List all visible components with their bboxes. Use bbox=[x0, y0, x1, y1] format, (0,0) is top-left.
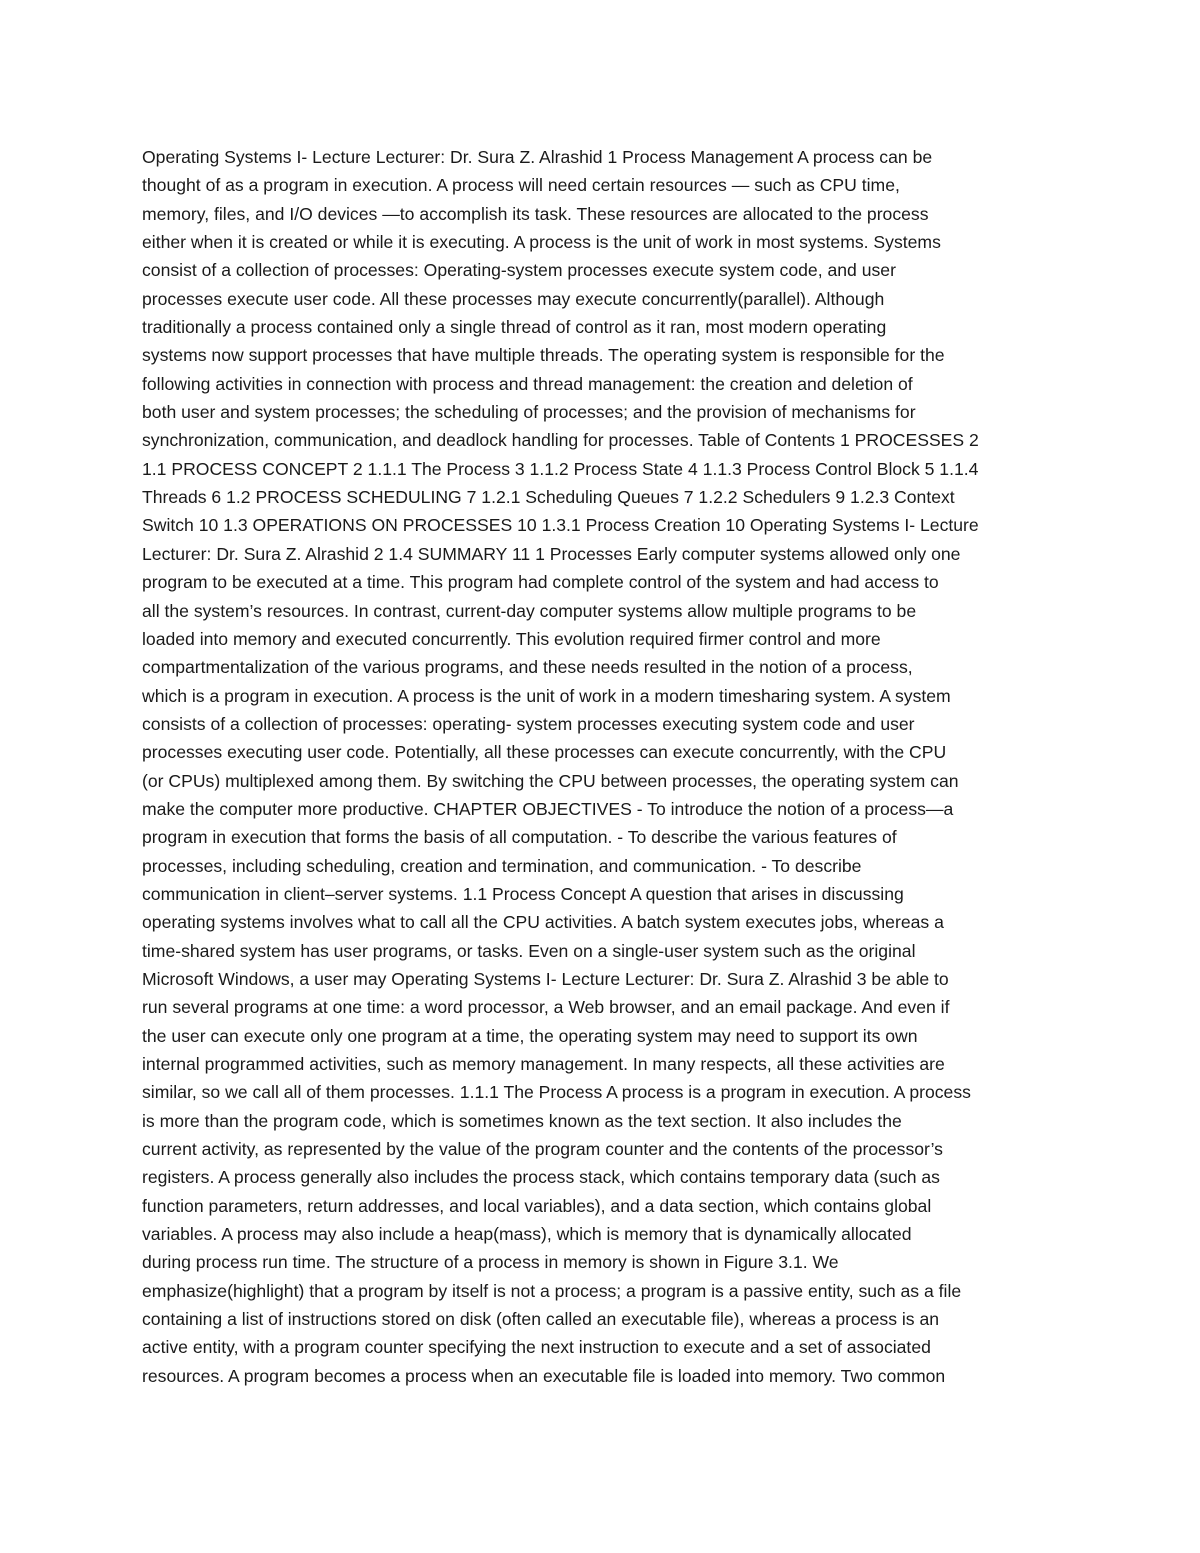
text-line: consists of a collection of processes: operating- system processes executing system code and user bbox=[142, 713, 915, 734]
text-line: function parameters, return addresses, and local variables), and a data section, which contains global bbox=[142, 1195, 932, 1216]
text-line: emphasize(highlight) that a program by itself is not a process; a program is a passive entity, such as a file bbox=[142, 1280, 962, 1301]
text-line: during process run time. The structure of a process in memory is shown in Figure 3.1. We bbox=[142, 1252, 839, 1273]
text-line: registers. A process generally also includes the process stack, which contains temporary data (such as bbox=[142, 1167, 940, 1188]
text-line: Threads 6 1.2 PROCESS SCHEDULING 7 1.2.1 Scheduling Queues 7 1.2.2 Schedulers 9 1.2.3 Context bbox=[142, 487, 955, 508]
text-line: which is a program in execution. A process is the unit of work in a modern timesharing system. A system bbox=[142, 685, 951, 706]
text-line: all the system’s resources. In contrast, current-day computer systems allow multiple programs to be bbox=[142, 600, 917, 621]
text-line: compartmentalization of the various programs, and these needs resulted in the notion of a process, bbox=[142, 657, 913, 678]
text-line: Switch 10 1.3 OPERATIONS ON PROCESSES 10 1.3.1 Process Creation 10 Operating Systems I- Lecture bbox=[142, 515, 979, 536]
text-line: variables. A process may also include a heap(mass), which is memory that is dynamically allocated bbox=[142, 1224, 912, 1245]
text-line: similar, so we call all of them processes. 1.1.1 The Process A process is a program in execution. A process bbox=[142, 1082, 971, 1103]
text-line: containing a list of instructions stored on disk (often called an executable file), whereas a process is an bbox=[142, 1309, 940, 1330]
text-line: operating systems involves what to call all the CPU activities. A batch system executes jobs, whereas a bbox=[142, 912, 944, 933]
text-line: the user can execute only one program at a time, the operating system may need to support its own bbox=[142, 1025, 918, 1046]
text-line: loaded into memory and executed concurrently. This evolution required firmer control and more bbox=[142, 628, 881, 649]
text-line: systems now support processes that have multiple threads. The operating system is responsible for the bbox=[142, 345, 945, 366]
text-line: (or CPUs) multiplexed among them. By switching the CPU between processes, the operating system can bbox=[142, 770, 959, 791]
text-line: following activities in connection with process and thread management: the creation and deletion of bbox=[142, 373, 913, 394]
text-line: program in execution that forms the basis of all computation. - To describe the various features of bbox=[142, 827, 897, 848]
text-line: Lecturer: Dr. Sura Z. Alrashid 2 1.4 SUMMARY 11 1 Processes Early computer systems allowed only one bbox=[142, 543, 961, 564]
text-line: program to be executed at a time. This program had complete control of the system and had access to bbox=[142, 572, 939, 593]
text-line: processes executing user code. Potentially, all these processes can execute concurrently, with the CPU bbox=[142, 742, 947, 763]
text-line: both user and system processes; the scheduling of processes; and the provision of mechanisms for bbox=[142, 402, 916, 423]
text-line: time-shared system has user programs, or tasks. Even on a single-user system such as the original bbox=[142, 940, 916, 961]
text-line: processes execute user code. All these processes may execute concurrently(parallel). Although bbox=[142, 288, 885, 309]
document-body-text bbox=[142, 143, 1072, 1390]
text-line: current activity, as represented by the value of the program counter and the contents of the processor’s bbox=[142, 1139, 943, 1160]
text-line: communication in client–server systems. 1.1 Process Concept A question that arises in discussing bbox=[142, 883, 904, 904]
text-line: Operating Systems I- Lecture Lecturer: Dr. Sura Z. Alrashid 1 Process Management A process can be bbox=[142, 147, 933, 167]
text-line: traditionally a process contained only a single thread of control as it ran, most modern operating bbox=[142, 317, 887, 338]
text-line: active entity, with a program counter specifying the next instruction to execute and a set of associated bbox=[142, 1337, 931, 1358]
text-line: is more than the program code, which is sometimes known as the text section. It also includes the bbox=[142, 1110, 902, 1131]
text-line: synchronization, communication, and deadlock handling for processes. Table of Contents 1 PROCESSES 2 bbox=[142, 430, 979, 451]
text-line: memory, files, and I/O devices —to accomplish its task. These resources are allocated to the process bbox=[142, 203, 929, 224]
text-line: thought of as a program in execution. A process will need certain resources — such as CPU time, bbox=[142, 175, 900, 196]
text-line: run several programs at one time: a word processor, a Web browser, and an email package. And even if bbox=[142, 997, 950, 1018]
text-line: processes, including scheduling, creation and termination, and communication. - To describe bbox=[142, 855, 862, 876]
text-line: internal programmed activities, such as memory management. In many respects, all these activities are bbox=[142, 1054, 945, 1074]
text-line: 1.1 PROCESS CONCEPT 2 1.1.1 The Process 3 1.1.2 Process State 4 1.1.3 Process Control Block 5 1.1.4 bbox=[142, 458, 979, 479]
text-line: consist of a collection of processes: Operating-system processes execute system code, and user bbox=[142, 260, 896, 281]
text-line: make the computer more productive. CHAPTER OBJECTIVES - To introduce the notion of a process—a bbox=[142, 798, 954, 819]
text-line: either when it is created or while it is executing. A process is the unit of work in most systems. Systems bbox=[142, 232, 941, 253]
text-line: resources. A program becomes a process when an executable file is loaded into memory. Two common bbox=[142, 1365, 946, 1386]
text-line: Microsoft Windows, a user may Operating Systems I- Lecture Lecturer: Dr. Sura Z. Alrashid 3 be able to bbox=[142, 968, 949, 989]
